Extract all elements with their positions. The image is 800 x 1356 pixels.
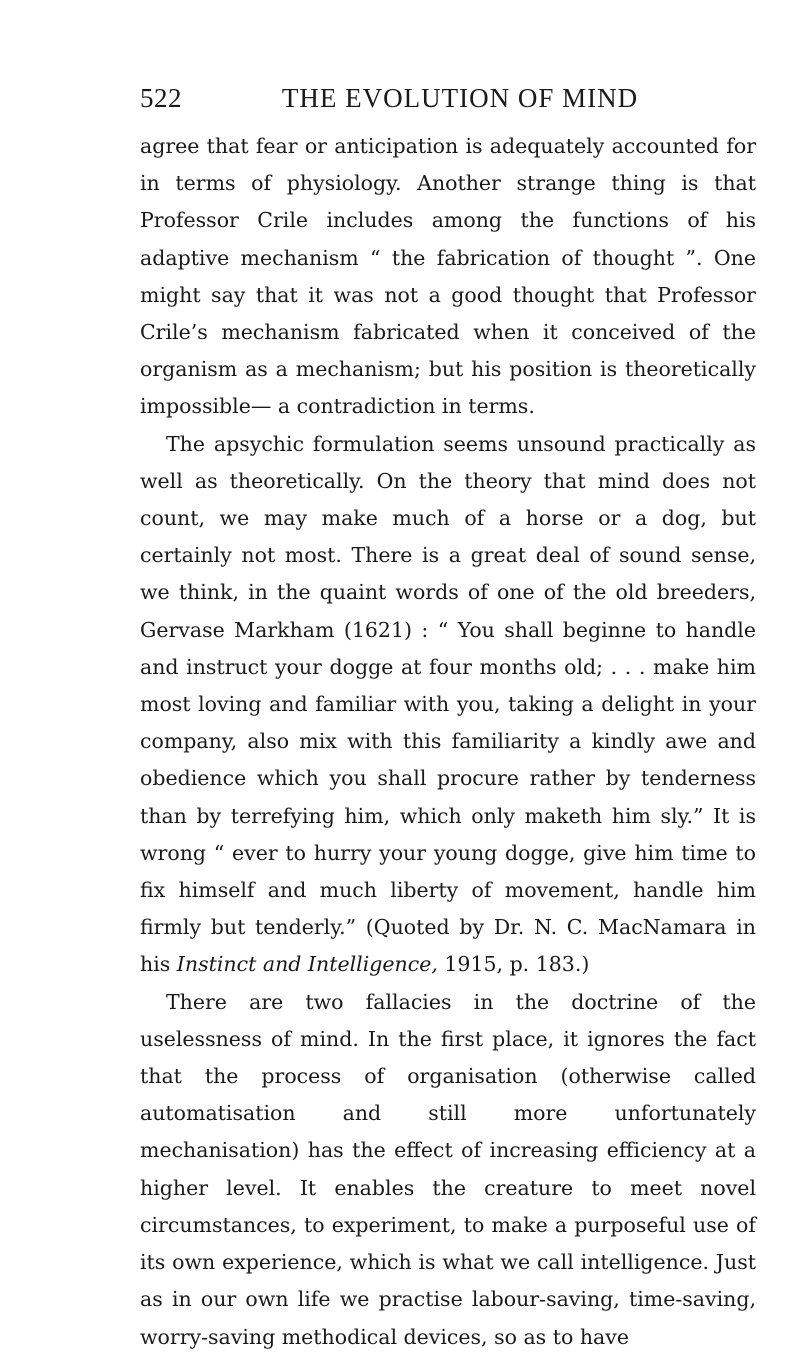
body-text [140, 128, 756, 1356]
running-head [140, 80, 760, 116]
paragraph-apsychic-formulation [140, 426, 756, 984]
paragraph-text: 1915, p. 183.) [437, 952, 590, 977]
book-title-citation: Instinct and Intelligence, [176, 952, 438, 977]
paragraph-two-fallacies: There are two fallacies in the doctrine of the uselessness of mind. In the first place, it ignores the fact that the process of organisation (otherwise called automatisation and still more unfortunately mechanisation) has the effect of increasing efficiency at a higher level. It enables the creature to meet novel circumstances, to experiment, to make a purposeful use of its own experience, which is what we call intelligence. Just as in our own life we practise labour-saving, time-saving, worry-saving methodical devices, so as to have [140, 989, 756, 1349]
running-title: THE EVOLUTION OF MIND [281, 82, 639, 113]
paragraph-text: The apsychic formulation seems unsound practically as well as theoretically. On the theory that mind does not count, we may make much of a horse or a dog, but certainly not most. There is a great deal of sound sense, we think, in the quaint words of one of the old breeders, Gervase Markham (1621) : “ You shall beginne to handle and instruct your dogge at four months old; . . . make him most loving and familiar with you, taking a delight in your company, also mix with this familiarity a kindly awe and obedience which you shall procure rather by tenderness than by terrefying him, which only maketh him sly.” It is wrong “ ever to hurry your young dogge, give him time to fix himself and much liberty of movement, handle him firmly but tenderly.” (Quoted by Dr. N. C. MacNamara in his [140, 431, 756, 977]
page-number: 522 [140, 82, 182, 113]
paragraph-continuation: agree that fear or anticipation is adequately accounted for in terms of physiology. Another strange thing is that Professor Crile includes among the functions of his adaptive mechanism “ the fabrication of thought ”. One might say that it was not a good thought that Professor Crile’s mechanism fabricated when it conceived of the organism as a mechanism; but his position is theoretically impossible— a contradiction in terms. [140, 134, 756, 419]
